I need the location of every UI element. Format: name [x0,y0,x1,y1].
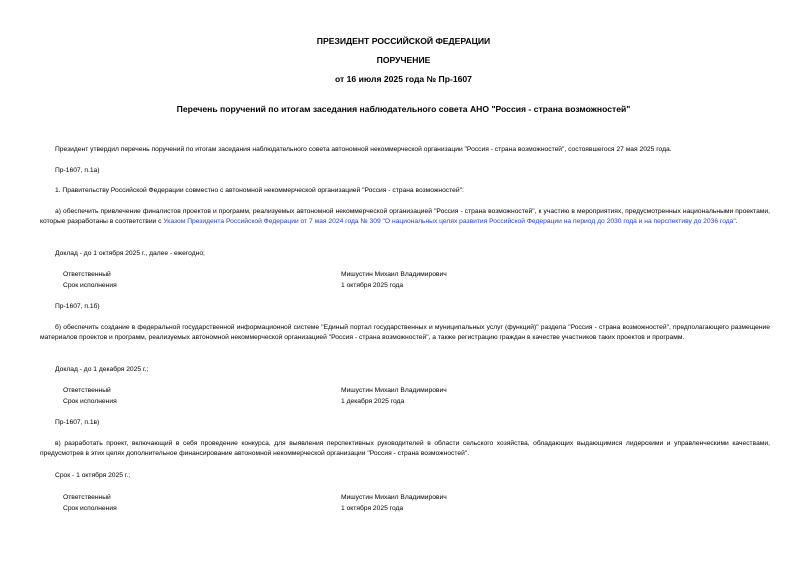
term-deadline-v: Срок - 1 октября 2025 г.; [55,472,131,479]
deadline-label-v: Срок исполнения [63,505,117,512]
responsible-label-v: Ответственный [63,494,111,501]
item-v-paragraph: в) разработать проект, включающий в себя проведение конкурса, для выявления перспективных руководителей в области сельского хозяйства, обладающих выдающимися лидерскими и управленческими качествами, предусмотрев в этих целях дополнительное финансирование автономной некоммерческой организации "Россия - страна возможностей". [40,440,770,457]
issuer-heading: ПРЕЗИДЕНТ РОССИЙСКОЙ ФЕДЕРАЦИИ [316,36,491,46]
deadline-value-b: 1 декабря 2025 года [341,398,405,405]
item-b-paragraph: б) обеспечить создание в федеральной государственной информационной системе "Единый портал государственных и муниципальных услуг (функций)" раздела "Россия - страна возможностей", предполагающего размещение материалов проектов и программ, реализуемых автономной некоммерческой организацией "Россия - страна возможностей", а также регистрацию граждан в качестве участников таких проектов и программ. [40,324,770,341]
decree-309-link[interactable]: Указом Президента Российской Федерации от 7 мая 2024 года № 309 "О национальных целях развития Российской Федерации на период до 2030 года и на перспективу до 2036 года" [163,218,736,225]
reference-1b: Пр-1607, п.1б) [55,303,100,310]
item-1-paragraph: 1. Правительству Российской Федерации совместно с автономной некоммерческой организацией "Россия - страна возможностей": [55,187,464,194]
item-a-text: а) обеспечить привлечение финалистов проектов и программ, реализуемых автономной некоммерческой организацией "Россия - страна возможностей", к участию в мероприятиях, предусмотренных национальными проектами, которые разработаны в соответствии с [40,208,770,225]
report-deadline-a: Доклад - до 1 октября 2025 г., далее - ежегодно; [55,250,205,257]
report-deadline-b: Доклад - до 1 декабря 2025 г.; [55,366,149,373]
deadline-label-a: Срок исполнения [63,282,117,289]
deadline-label-b: Срок исполнения [63,398,117,405]
responsible-value-a: Мишустин Михаил Владимирович [341,271,447,278]
item-a-paragraph [40,207,770,227]
item-a-end: . [735,218,738,225]
document-type-heading: ПОРУЧЕНИЕ [376,55,431,65]
document-date-number: от 16 июля 2025 года № Пр-1607 [335,74,472,84]
document-title: Перечень поручений по итогам заседания наблюдательного совета АНО "Россия - страна возможностей" [176,104,631,114]
reference-1a: Пр-1607, п.1а) [55,167,100,174]
deadline-value-v: 1 октября 2025 года [341,505,404,512]
responsible-label-b: Ответственный [63,387,111,394]
responsible-value-v: Мишустин Михаил Владимирович [341,494,447,501]
deadline-value-a: 1 октября 2025 года [341,282,404,289]
responsible-label-a: Ответственный [63,271,111,278]
responsible-value-b: Мишустин Михаил Владимирович [341,387,447,394]
intro-paragraph: Президент утвердил перечень поручений по итогам заседания наблюдательного совета автономной некоммерческой организации "Россия - страна возможностей", состоявшегося 27 мая 2025 года. [55,146,672,153]
reference-1v: Пр-1607, п.1в) [55,419,100,426]
